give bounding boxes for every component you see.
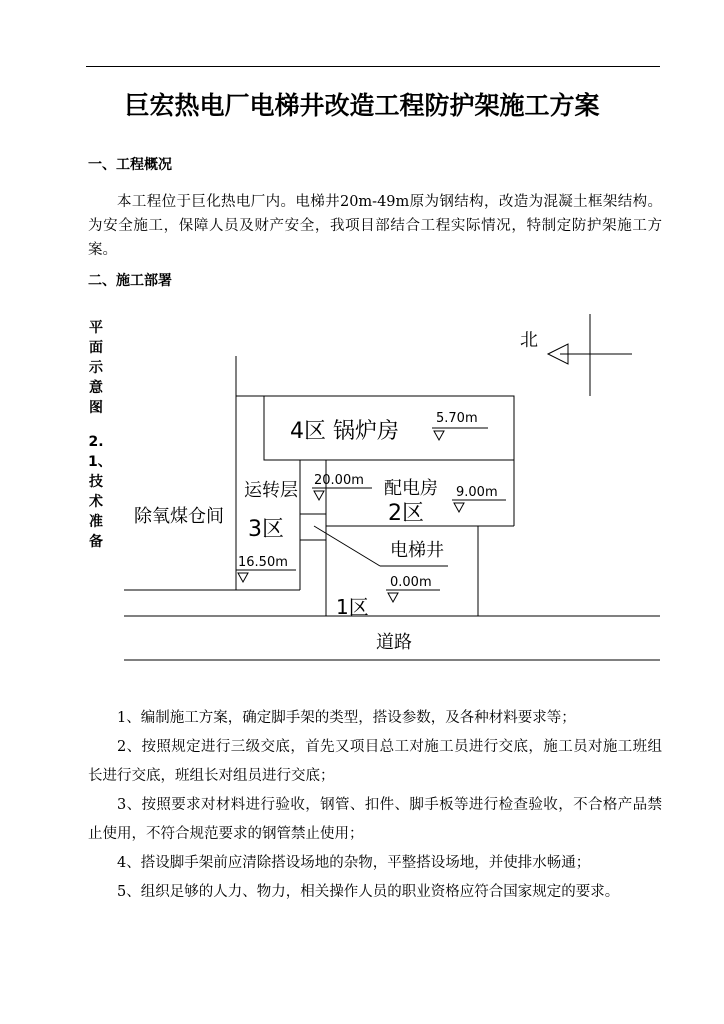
zone2-elevation: 9.00m	[456, 485, 498, 500]
list-item: 1、编制施工方案，确定脚手架的类型，搭设参数，及各种材料要求等；	[117, 710, 576, 726]
overview-paragraph: 本工程位于巨化热电厂内。电梯井20m-49m原为钢结构，改造为混凝土框架结构。为安全施工，保障人员及财产安全，我项目部结合工程实际情况，特制定防护架施工方案。	[88, 194, 662, 258]
elevator-leader	[314, 526, 380, 566]
zone3-elevation-top: 20.00m	[314, 473, 364, 488]
zone4-elevation: 5.70m	[436, 411, 478, 426]
coal-room-label: 除氧煤仓间	[134, 506, 224, 527]
list-item: 4、搭设脚手架前应清除搭设场地的杂物，平整搭设场地，并使排水畅通；	[117, 855, 591, 871]
side-label-plan: 平面示意图	[89, 320, 103, 416]
tech-prep-list	[88, 704, 662, 907]
zone2-label: 2区	[388, 501, 424, 526]
list-item: 5、组织足够的人力、物力，相关操作人员的职业资格应符合国家规定的要求。	[117, 884, 620, 900]
section-heading-overview: 一、工程概况	[88, 157, 172, 173]
north-label: 北	[520, 330, 538, 351]
side-label-tech-prep: 2.1、技术准备	[88, 434, 112, 550]
list-item: 2、按照规定进行三级交底，首先又项目总工对施工员进行交底，施工员对施工班组长进行交底，班组长对组员进行交底；	[88, 739, 662, 784]
road-label: 道路	[376, 632, 412, 653]
elev-marker-900	[454, 503, 464, 512]
elev-marker-2000	[314, 491, 324, 500]
elev-marker-1650	[238, 573, 248, 582]
elev-marker-000	[388, 593, 398, 602]
elev-marker-570	[434, 431, 444, 440]
ground-elevation: 0.00m	[390, 575, 432, 590]
zone3-label: 3区	[248, 517, 284, 542]
document-title: 巨宏热电厂电梯井改造工程防护架施工方案	[124, 91, 600, 120]
zone1-label: 1区	[336, 595, 369, 619]
zone3-operating-floor: 运转层	[244, 480, 298, 501]
zone4-label: 4区 锅炉房	[290, 419, 399, 444]
zone3-elevation-bottom: 16.50m	[238, 555, 288, 570]
zone2-distribution-room: 配电房	[384, 478, 438, 499]
elevator-shaft-label: 电梯井	[390, 540, 444, 561]
list-item: 3、按照要求对材料进行验收，钢管、扣件、脚手板等进行检查验收，不合格产品禁止使用，不符合规范要求的钢管禁止使用；	[88, 797, 662, 842]
section-heading-deployment: 二、施工部署	[88, 273, 172, 289]
